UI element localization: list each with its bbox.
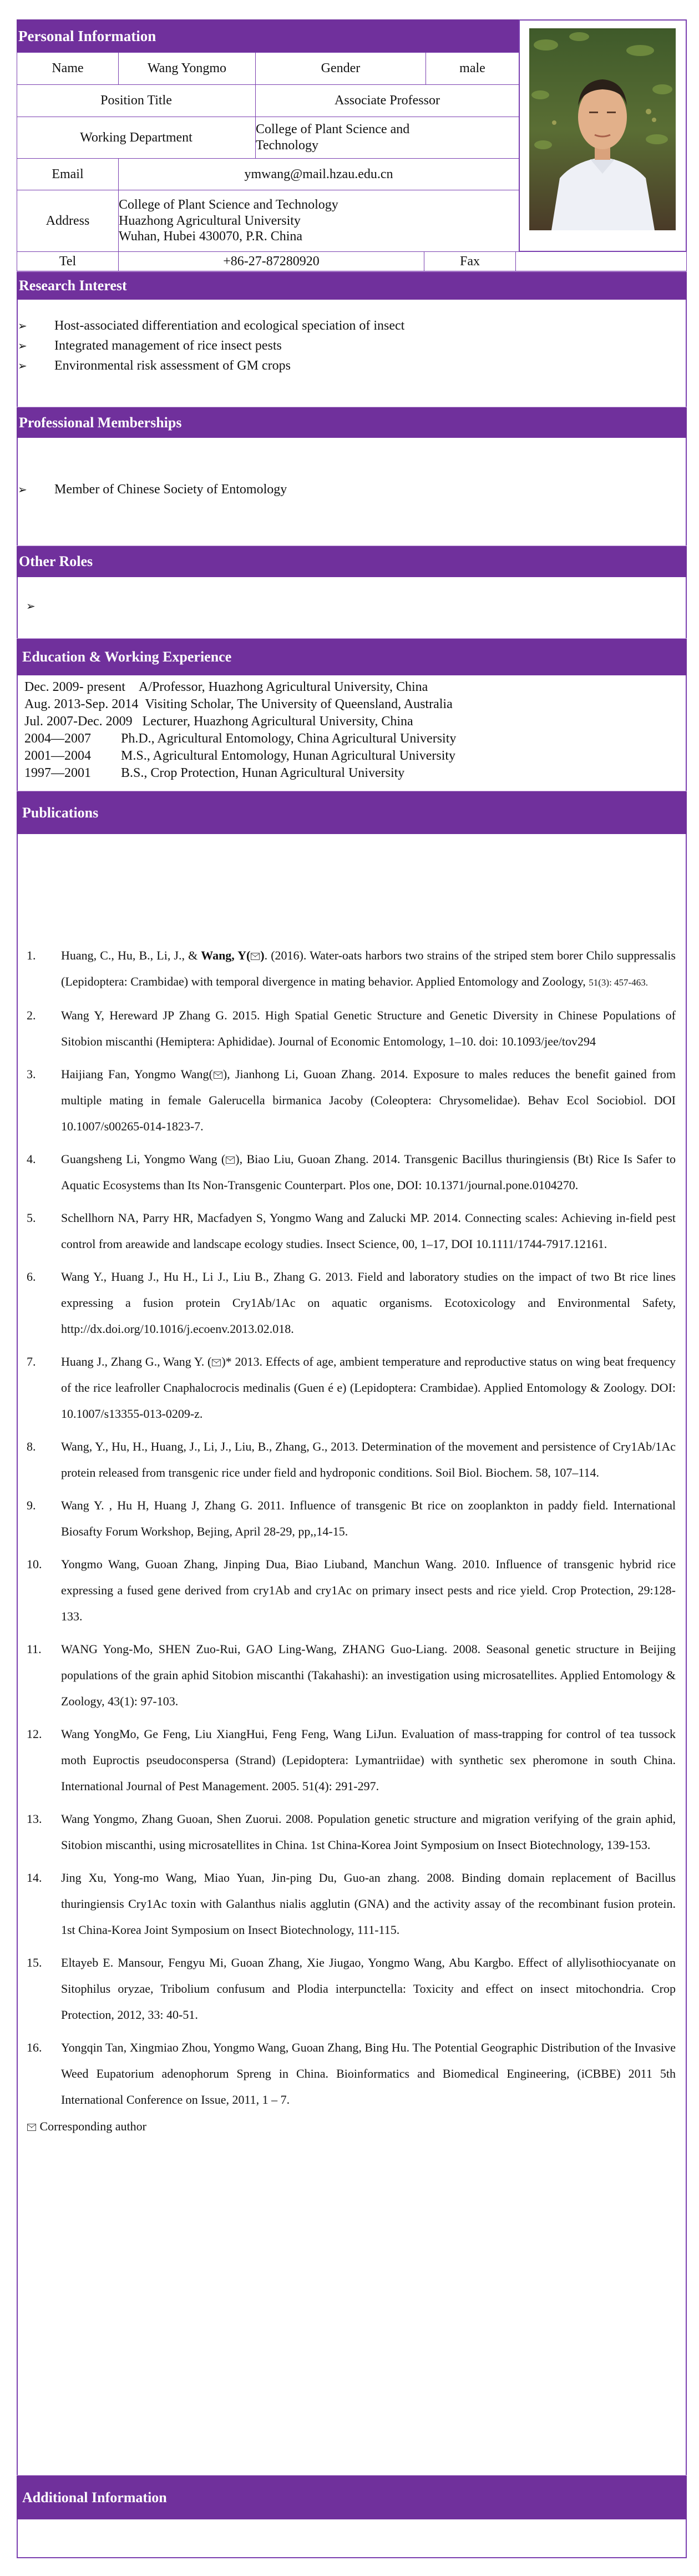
- tel-value: +86-27-87280920: [118, 251, 424, 271]
- education-row: 1997—2001 B.S., Crop Protection, Hunan Agricultural University: [24, 766, 405, 780]
- fax-value: [515, 251, 687, 271]
- publication-number: 7.: [27, 1355, 36, 1368]
- publication-number: 3.: [27, 1067, 36, 1081]
- publication-text: Wang, Y., Hu, H., Huang, J., Li, J., Liu, B., Zhang, G., 2013. Determination of the movement and persistence of Cry1Ab/1Ac protein released from transgenic rice under field and hydroponic conditions. Soil Biol. Biochem. 58, 107–114.: [61, 1439, 676, 1479]
- publication-text: Yongmo Wang, Guoan Zhang, Jinping Dua, Biao Liuband, Manchun Wang. 2010. Influence of transgenic hybrid rice expressing a fused gene derived from cry1Ab and cry1Ac on primary insect pests and rice yield. Crop Protection, 29:128-133.: [61, 1557, 676, 1623]
- publication-number: 8.: [27, 1439, 36, 1453]
- envelope-icon: [251, 953, 260, 960]
- publication-text: Yongqin Tan, Xingmiao Zhou, Yongmo Wang, Guoan Zhang, Bing Hu. The Potential Geographic Distribution of the Invasive Weed Eupatorium adenophorum Spreng in China. Bioinformatics and Biomedical Engineering, (iCBBE) 2011 5th International Conference on Issue, 2011, 1 – 7.: [61, 2040, 676, 2107]
- publication-item: [18, 1205, 686, 1257]
- address-line: Wuhan, Hubei 430070, P.R. China: [119, 229, 303, 244]
- publication-text: Wang Y. , Hu H, Huang J, Zhang G. 2011. Influence of transgenic Bt rice on zooplankton in paddy field. International Biosafty Forum Workshop, Bejing, April 28-29, pp,,14-15.: [61, 1498, 676, 1538]
- address-line: College of Plant Science and Technology: [119, 197, 338, 212]
- publication-text: ), Biao Liu, Guoan Zhang. 2014. Transgenic Bacillus thuringiensis (Bt) Rice Is Safer to Aquatic Ecosystems than Its Non-Transgenic Counterpart. Plos one, DOI: 10.1371/journal.pone.0104270.: [61, 1152, 676, 1192]
- research-interest-list: [18, 319, 686, 378]
- arrow-bullet-icon: ➢: [26, 600, 36, 613]
- arrow-bullet-icon: ➢: [18, 360, 27, 372]
- publication-pages: 51(3): 457-463.: [589, 977, 648, 988]
- fax-label: Fax: [424, 251, 516, 271]
- publication-text: Wang Y., Huang J., Hu H., Li J., Liu B., Zhang G. 2013. Field and laboratory studies on the impact of two Bt rice lines expressing a fusion protein Cry1Ab/1Ac on aquatic organisms. Ecotoxicology and Environmental Safety, http://dx.doi.org/10.1016/j.ecoenv.2013.02.018.: [61, 1270, 676, 1336]
- publication-item: [18, 1806, 686, 1858]
- section-header-other-roles: Other Roles: [17, 545, 687, 577]
- section-header-education: Education & Working Experience: [17, 638, 687, 675]
- portrait-image-icon: [529, 28, 676, 230]
- section-header-personal: Personal Information: [17, 19, 519, 53]
- tel-label: Tel: [17, 251, 119, 271]
- name-label: Name: [17, 52, 119, 85]
- list-item: ➢ Integrated management of rice insect pests: [18, 339, 282, 353]
- section-header-research: Research Interest: [17, 271, 687, 300]
- publication-text: Eltayeb E. Mansour, Fengyu Mi, Guoan Zhang, Xie Jiugao, Yongmo Wang, Abu Kargbo. Effect of allylisothiocyanate on Sitophilus oryzae, Tribolium confusum and Plodia interpunctella: Toxicity and effect on insect mitochondria. Crop Protection, 2012, 33: 40-51.: [61, 1956, 676, 2022]
- publication-item: [18, 1636, 686, 1714]
- publication-number: 5.: [27, 1211, 36, 1225]
- publications-list: [18, 942, 686, 2113]
- publication-number: 9.: [27, 1498, 36, 1512]
- publication-item: [18, 1865, 686, 1943]
- publication-number: 12.: [27, 1727, 42, 1741]
- research-interest-body: [17, 300, 687, 407]
- list-item: ➢ Host-associated differentiation and ecological speciation of insect: [18, 319, 405, 333]
- email-label: Email: [17, 158, 119, 190]
- additional-info-body: [17, 2519, 687, 2558]
- education-row: 2004—2007 Ph.D., Agricultural Entomology, China Agricultural University: [24, 731, 457, 746]
- envelope-icon: [214, 1072, 222, 1079]
- publication-text: Wang Yongmo, Zhang Guoan, Shen Zuorui. 2008. Population genetic structure and migration verifying of the grain aphid, Sitobion miscanthi, using microsatellites in China. 1st China-Korea Joint Symposium on Insect Biotechnology, 139-153.: [61, 1812, 676, 1852]
- publication-item: [18, 1721, 686, 1799]
- publication-text: )* 2013. Effects of age, ambient temperature and reproductive status on wing beat frequency of the rice leafroller Cnaphalocrocis medinalis (Guen é e) (Lepidoptera: Crambidae). Applied Entomology & Zoology. DOI: 10.1007/s13355-013-0209-z.: [61, 1355, 676, 1421]
- publication-item: [18, 1433, 686, 1486]
- address-value: [118, 190, 519, 252]
- list-item: ➢ Member of Chinese Society of Entomology: [18, 482, 287, 497]
- publication-item: [18, 2034, 686, 2113]
- list-item: ➢ Environmental risk assessment of GM crops: [18, 358, 291, 373]
- publication-item: [18, 1002, 686, 1054]
- publication-number: 16.: [27, 2040, 42, 2054]
- publication-text: Huang J., Zhang G., Wang Y. (: [61, 1355, 212, 1368]
- photo-cell: [519, 19, 687, 252]
- publication-item: [18, 1551, 686, 1629]
- publication-item: [18, 1264, 686, 1342]
- publication-author-bold: ): [260, 948, 265, 962]
- corresponding-note: Corresponding author: [18, 2119, 686, 2134]
- department-value: College of Plant Science and Technology: [255, 117, 519, 159]
- gender-label: Gender: [255, 52, 426, 85]
- publication-item: [18, 1348, 686, 1427]
- publication-number: 10.: [27, 1557, 42, 1571]
- publication-number: 6.: [27, 1270, 36, 1284]
- publication-text: Haijiang Fan, Yongmo Wang(: [61, 1067, 213, 1081]
- envelope-icon: [212, 1359, 221, 1366]
- education-row: Dec. 2009- present A/Professor, Huazhong Agricultural University, China: [24, 680, 428, 694]
- publication-text: Schellhorn NA, Parry HR, Macfadyen S, Yongmo Wang and Zalucki MP. 2014. Connecting scales: Achieving in-field pest control from areawide and landscape ecology studies. Insect Science, 00, 1–17, DOI 10.1111/1744-7917.12161.: [61, 1211, 676, 1251]
- gender-value: male: [426, 52, 519, 85]
- envelope-icon: [226, 1156, 235, 1164]
- education-row: Aug. 2013-Sep. 2014 Visiting Scholar, The University of Queensland, Australia: [24, 697, 453, 711]
- publication-text: . (2016). Water-oats harbors two strains of the striped stem borer Chilo suppressalis (Lepidoptera: Crambidae) with temporal divergence in mating behavior. Applied Entomology and Zoology,: [61, 948, 676, 988]
- memberships-body: [17, 438, 687, 545]
- arrow-bullet-icon: ➢: [18, 340, 27, 352]
- section-header-additional: Additional Information: [17, 2475, 687, 2519]
- name-value: Wang Yongmo: [118, 52, 256, 85]
- publication-text: Wang Y, Hereward JP Zhang G. 2015. High Spatial Genetic Structure and Genetic Diversity in Chinese Populations of Sitobion miscanthi (Hemiptera: Aphididae). Journal of Economic Entomology, 1–10. doi: 10.1093/jee/tov294: [61, 1008, 676, 1048]
- arrow-bullet-icon: ➢: [18, 320, 27, 332]
- publication-number: 15.: [27, 1956, 42, 1969]
- portrait-photo: [529, 28, 676, 230]
- publication-item: [18, 1492, 686, 1544]
- section-header-publications: Publications: [17, 791, 687, 834]
- email-value[interactable]: ymwang@mail.hzau.edu.cn: [118, 158, 519, 190]
- publication-text: WANG Yong-Mo, SHEN Zuo-Rui, GAO Ling-Wang, ZHANG Guo-Liang. 2008. Seasonal genetic structure in Beijing populations of the grain aphid Sitobion miscanthi (Takahashi): an investigation using microsatellites. Applied Entomology & Zoology, 43(1): 97-103.: [61, 1642, 676, 1708]
- publication-text: Huang, C., Hu, B., Li, J., &: [61, 948, 201, 962]
- publication-number: 1.: [27, 948, 36, 962]
- education-row: Jul. 2007-Dec. 2009 Lecturer, Huazhong Agricultural University, China: [24, 714, 413, 729]
- envelope-icon: [27, 2124, 36, 2131]
- publication-number: 13.: [27, 1812, 42, 1826]
- publication-item: [18, 1061, 686, 1139]
- education-body: [17, 675, 687, 791]
- position-label: Position Title: [17, 84, 256, 117]
- publication-item: [18, 1949, 686, 2028]
- address-label: Address: [17, 190, 119, 252]
- publication-text: ), Jianhong Li, Guoan Zhang. 2014. Exposure to males reduces the benefit gained from multiple mating in female Galerucella birmanica Jacoby (Coleoptera: Chrysomelidae). Behav Ecol Sociobiol. DOI 10.1007/s00265-014-1823-7.: [61, 1067, 676, 1133]
- publication-item: [18, 942, 686, 996]
- list-item: [18, 599, 686, 619]
- publication-text: Wang YongMo, Ge Feng, Liu XiangHui, Feng Feng, Wang LiJun. Evaluation of mass-trapping for control of tea tussock moth Euproctis pseudoconspersa (Strand) (Lepidoptera: Lymantriidae) with synthetic sex pheromone in south China. International Journal of Pest Management. 2005. 51(4): 291-297.: [61, 1727, 676, 1793]
- other-roles-list: [18, 599, 686, 619]
- publication-number: 2.: [27, 1008, 36, 1022]
- section-header-memberships: Professional Memberships: [17, 407, 687, 438]
- arrow-bullet-icon: ➢: [18, 484, 27, 496]
- department-label: Working Department: [17, 117, 256, 159]
- position-value: Associate Professor: [255, 84, 519, 117]
- publication-text: Guangsheng Li, Yongmo Wang (: [61, 1152, 226, 1166]
- publications-body: [17, 834, 687, 2475]
- publication-number: 11.: [27, 1642, 42, 1656]
- publication-number: 14.: [27, 1871, 42, 1885]
- publication-number: 4.: [27, 1152, 36, 1166]
- publication-text: Jing Xu, Yong-mo Wang, Miao Yuan, Jin-ping Du, Guo-an zhang. 2008. Binding domain replacement of Bacillus thuringiensis Cry1Ac toxin with Galanthus nialis agglutin (GNA) and the activity assay of the recombinant fusion protein. 1st China-Korea Joint Symposium on Insect Biotechnology, 111-115.: [61, 1871, 676, 1937]
- publication-item: [18, 1146, 686, 1198]
- memberships-list: [18, 482, 686, 502]
- other-roles-body: [17, 577, 687, 638]
- publication-author-bold: Wang, Y(: [201, 948, 251, 962]
- address-line: Huazhong Agricultural University: [119, 213, 301, 228]
- education-row: 2001—2004 M.S., Agricultural Entomology, Hunan Agricultural University: [24, 749, 456, 763]
- personal-info-table: [17, 19, 687, 271]
